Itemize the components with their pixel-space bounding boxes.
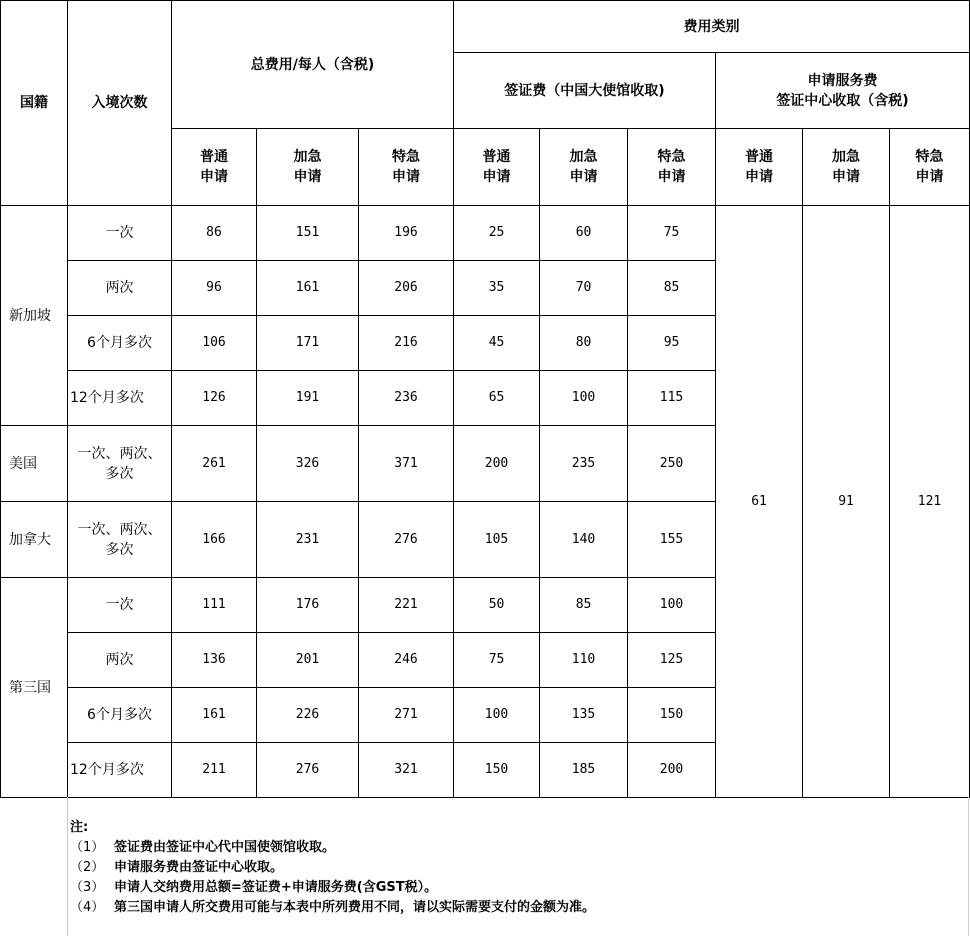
- visa-fee-normal-cell: 75: [454, 633, 540, 688]
- sub-header-visa-normal: [454, 129, 540, 206]
- visa-fee-express-cell: 100: [540, 371, 628, 426]
- entries-cell: 一次: [68, 578, 172, 633]
- entries-line1: 一次、两次、: [77, 521, 162, 538]
- sub-header-line1: 特急: [915, 149, 944, 165]
- visa-fee-urgent-cell: 150: [628, 688, 716, 743]
- total-fee-urgent-cell: 246: [359, 633, 454, 688]
- entries-cell: 12个月多次: [68, 371, 172, 426]
- nationality-cell: 第三国: [1, 578, 68, 798]
- notes-divider: [67, 797, 68, 936]
- total-fee-normal-cell: 126: [172, 371, 257, 426]
- sub-header-line1: 特急: [657, 149, 686, 165]
- sub-header-line2: 申请: [392, 169, 420, 185]
- header-visa-fee: 签证费（中国大使馆收取): [454, 53, 716, 129]
- header-service-fee: [716, 53, 970, 129]
- total-fee-urgent-cell: 206: [359, 261, 454, 316]
- visa-fee-express-cell: 60: [540, 206, 628, 261]
- total-fee-normal-cell: 211: [172, 743, 257, 798]
- header-fee-category: 费用类别: [454, 1, 970, 53]
- note-index: （3）: [70, 880, 105, 895]
- total-fee-express-cell: 226: [257, 688, 359, 743]
- sub-header-service-urgent: [890, 129, 970, 206]
- visa-fee-urgent-cell: 250: [628, 426, 716, 502]
- sub-header-total-normal: [172, 129, 257, 206]
- visa-fee-urgent-cell: 95: [628, 316, 716, 371]
- entries-line2: 多次: [105, 465, 134, 482]
- total-fee-express-cell: 276: [257, 743, 359, 798]
- sub-header-line1: 加急: [293, 149, 322, 165]
- visa-fee-normal-cell: 200: [454, 426, 540, 502]
- sub-header-line2: 申请: [832, 169, 861, 185]
- sub-header-line2: 申请: [293, 169, 322, 185]
- sub-header-line1: 普通: [200, 149, 228, 165]
- total-fee-normal-cell: 111: [172, 578, 257, 633]
- total-fee-express-cell: 151: [257, 206, 359, 261]
- total-fee-normal-cell: 106: [172, 316, 257, 371]
- sub-header-line1: 加急: [569, 149, 598, 165]
- entries-cell: 6个月多次: [68, 316, 172, 371]
- visa-fee-urgent-cell: 200: [628, 743, 716, 798]
- sub-header-visa-urgent: [628, 129, 716, 206]
- visa-fee-express-cell: 110: [540, 633, 628, 688]
- notes-body: [70, 818, 595, 918]
- visa-fee-urgent-cell: 100: [628, 578, 716, 633]
- service-fee-normal-cell: 61: [716, 206, 803, 798]
- sub-header-line1: 普通: [482, 149, 511, 165]
- note-item: [70, 858, 595, 878]
- visa-fee-normal-cell: 100: [454, 688, 540, 743]
- visa-fee-urgent-cell: 155: [628, 502, 716, 578]
- note-text: 申请人交纳费用总额=签证费+申请服务费(含GST税）。: [114, 880, 438, 895]
- table-row: [1, 206, 970, 261]
- visa-fee-express-cell: 235: [540, 426, 628, 502]
- entries-cell: 6个月多次: [68, 688, 172, 743]
- header-nationality: 国籍: [1, 1, 68, 206]
- entries-cell: 两次: [68, 261, 172, 316]
- header-total-fee: 总费用/每人（含税): [172, 1, 454, 129]
- visa-fee-normal-cell: 150: [454, 743, 540, 798]
- total-fee-urgent-cell: 276: [359, 502, 454, 578]
- visa-fee-express-cell: 85: [540, 578, 628, 633]
- entries-cell: 12个月多次: [68, 743, 172, 798]
- sub-header-line2: 申请: [200, 169, 228, 185]
- note-index: （4）: [70, 900, 105, 915]
- total-fee-normal-cell: 136: [172, 633, 257, 688]
- visa-fee-normal-cell: 50: [454, 578, 540, 633]
- sub-header-line1: 特急: [392, 149, 420, 165]
- total-fee-urgent-cell: 371: [359, 426, 454, 502]
- entries-cell: [68, 502, 172, 578]
- total-fee-express-cell: 326: [257, 426, 359, 502]
- visa-fee-express-cell: 70: [540, 261, 628, 316]
- sub-header-line2: 申请: [482, 169, 511, 185]
- sub-header-line2: 申请: [745, 169, 774, 185]
- total-fee-express-cell: 191: [257, 371, 359, 426]
- sub-header-visa-express: [540, 129, 628, 206]
- sub-header-service-normal: [716, 129, 803, 206]
- note-item: [70, 898, 595, 918]
- sub-header-line1: 普通: [745, 149, 774, 165]
- service-fee-express-cell: 91: [803, 206, 890, 798]
- note-text: 签证费由签证中心代中国使领馆收取。: [114, 840, 336, 855]
- total-fee-normal-cell: 86: [172, 206, 257, 261]
- visa-fee-urgent-cell: 115: [628, 371, 716, 426]
- visa-fee-express-cell: 135: [540, 688, 628, 743]
- notes-title: 注:: [70, 820, 89, 835]
- total-fee-normal-cell: 96: [172, 261, 257, 316]
- visa-fee-express-cell: 185: [540, 743, 628, 798]
- sub-header-line2: 申请: [915, 169, 944, 185]
- total-fee-urgent-cell: 321: [359, 743, 454, 798]
- header-service-fee-line1: 申请服务费: [807, 72, 878, 89]
- visa-fee-normal-cell: 45: [454, 316, 540, 371]
- visa-fee-normal-cell: 65: [454, 371, 540, 426]
- total-fee-urgent-cell: 216: [359, 316, 454, 371]
- header-service-fee-line2: 签证中心收取（含税): [776, 92, 909, 109]
- note-index: （1）: [70, 840, 105, 855]
- visa-fee-express-cell: 140: [540, 502, 628, 578]
- service-fee-urgent-cell: 121: [890, 206, 970, 798]
- total-fee-express-cell: 171: [257, 316, 359, 371]
- note-item: [70, 838, 595, 858]
- total-fee-normal-cell: 261: [172, 426, 257, 502]
- total-fee-express-cell: 201: [257, 633, 359, 688]
- note-item: [70, 878, 595, 898]
- note-text: 第三国申请人所交费用可能与本表中所列费用不同，请以实际需要支付的金额为准。: [114, 900, 596, 915]
- total-fee-normal-cell: 161: [172, 688, 257, 743]
- visa-fee-normal-cell: 105: [454, 502, 540, 578]
- entries-line1: 一次、两次、: [77, 445, 162, 462]
- sub-header-line2: 申请: [657, 169, 686, 185]
- sub-header-service-express: [803, 129, 890, 206]
- total-fee-express-cell: 176: [257, 578, 359, 633]
- sub-header-line2: 申请: [569, 169, 598, 185]
- note-index: （2）: [70, 860, 105, 875]
- sub-header-total-express: [257, 129, 359, 206]
- sub-header-total-urgent: [359, 129, 454, 206]
- nationality-cell: 加拿大: [1, 502, 68, 578]
- total-fee-urgent-cell: 221: [359, 578, 454, 633]
- visa-fee-normal-cell: 35: [454, 261, 540, 316]
- total-fee-express-cell: 231: [257, 502, 359, 578]
- entries-line2: 多次: [105, 541, 134, 558]
- total-fee-express-cell: 161: [257, 261, 359, 316]
- visa-fee-normal-cell: 25: [454, 206, 540, 261]
- total-fee-normal-cell: 166: [172, 502, 257, 578]
- entries-cell: [68, 426, 172, 502]
- entries-cell: 两次: [68, 633, 172, 688]
- total-fee-urgent-cell: 236: [359, 371, 454, 426]
- note-text: 申请服务费由签证中心收取。: [114, 860, 284, 875]
- nationality-cell: 美国: [1, 426, 68, 502]
- visa-fee-urgent-cell: 75: [628, 206, 716, 261]
- visa-fee-urgent-cell: 85: [628, 261, 716, 316]
- nationality-cell: 新加坡: [1, 206, 68, 426]
- total-fee-urgent-cell: 271: [359, 688, 454, 743]
- visa-fee-express-cell: 80: [540, 316, 628, 371]
- visa-fee-urgent-cell: 125: [628, 633, 716, 688]
- entries-cell: 一次: [68, 206, 172, 261]
- notes-section: [0, 797, 969, 936]
- header-entries: 入境次数: [68, 1, 172, 206]
- sub-header-line1: 加急: [832, 149, 861, 165]
- total-fee-urgent-cell: 196: [359, 206, 454, 261]
